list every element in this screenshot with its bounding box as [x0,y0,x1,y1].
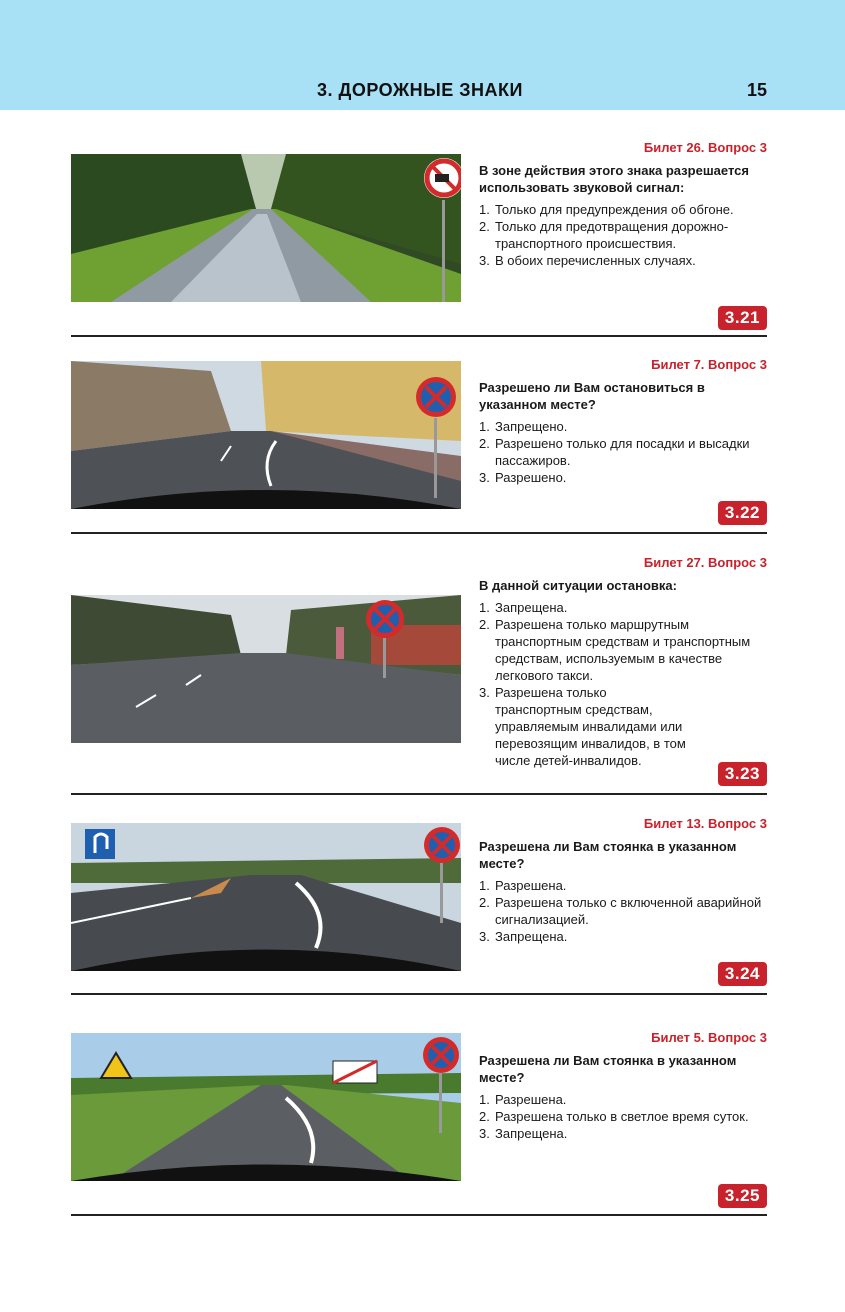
answer-item[interactable]: 2. Разрешена только в светлое время суток. [479,1109,749,1124]
answer-item[interactable]: 1. Разрешена. [479,878,567,893]
answer-item[interactable]: 3. Запрещена. [479,929,568,944]
road-scene-image [71,361,461,509]
question-text: В данной ситуации остановка: [479,578,677,593]
rule-number-badge: 3.22 [718,501,767,525]
answer-item[interactable]: 3. Разрешена только транспортным средствам, управляемым инвалидами или перевозящим инвалидов, в том числе детей-инвалидов. [479,685,686,768]
page-number: 15 [746,80,767,100]
page-header [0,0,845,110]
road-photo-highway [71,823,461,971]
answer-item[interactable]: 3. Разрешено. [479,470,567,485]
ticket-label: Билет 27. Вопрос 3 [643,555,767,570]
chapter-title: 3. ДОРОЖНЫЕ ЗНАКИ [317,80,523,100]
answer-item[interactable]: 2. Разрешена только маршрутным транспортным средствам и транспортным средствам, используемым в качестве легкового такси. [479,617,751,683]
section-divider [71,1214,767,1216]
answer-list [479,877,769,945]
ticket-label: Билет 26. Вопрос 3 [643,140,767,155]
answer-item[interactable]: 3. Запрещена. [479,1126,568,1141]
road-photo-city [71,361,461,509]
question-text-block [479,1052,769,1142]
question-card-3-22 [71,357,767,557]
question-text-block [479,379,769,486]
question-text: Разрешено ли Вам остановиться в указанном месте? [479,380,705,412]
section-divider [71,993,767,995]
answer-item[interactable]: 3. В обоих перечисленных случаях. [479,253,696,268]
question-text-block [479,162,769,269]
ticket-label: Билет 13. Вопрос 3 [643,816,767,831]
question-card-3-25 [71,1030,767,1230]
answer-list [479,201,769,269]
road-scene-image [71,1033,461,1181]
answer-item[interactable]: 1. Запрещено. [479,419,568,434]
question-card-3-24 [71,816,767,1006]
rule-number-badge: 3.21 [718,306,767,330]
road-scene-image [71,154,461,302]
answer-item[interactable]: 2. Только для предотвращения дорожно-транспортного происшествия. [479,219,729,251]
question-text-block [479,577,769,769]
question-text: В зоне действия этого знака разрешается использовать звуковой сигнал: [479,163,749,195]
rule-number-badge: 3.23 [718,762,767,786]
rule-number-badge: 3.24 [718,962,767,986]
question-card-3-23 [71,555,767,805]
rule-number-badge: 3.25 [718,1184,767,1208]
question-text: Разрешена ли Вам стоянка в указанном месте? [479,839,737,871]
section-divider [71,335,767,337]
road-scene-image [71,823,461,971]
answer-list [479,418,769,486]
answer-item[interactable]: 1. Только для предупреждения об обгоне. [479,202,734,217]
road-photo-avenue [71,595,461,743]
ticket-label: Билет 5. Вопрос 3 [651,1030,767,1045]
answer-item[interactable]: 1. Запрещена. [479,600,568,615]
question-card-3-21 [71,140,767,340]
ticket-label: Билет 7. Вопрос 3 [651,357,767,372]
section-divider [71,532,767,534]
question-text-block [479,838,769,945]
answer-item[interactable]: 2. Разрешена только с включенной аварийной сигнализацией. [479,895,762,927]
road-scene-image [71,595,461,743]
section-divider [71,793,767,795]
answer-list [479,599,769,769]
answer-item[interactable]: 2. Разрешено только для посадки и высадки пассажиров. [479,436,750,468]
road-photo-rural [71,1033,461,1181]
answer-item[interactable]: 1. Разрешена. [479,1092,567,1107]
question-text: Разрешена ли Вам стоянка в указанном месте? [479,1053,737,1085]
road-photo-forest [71,154,461,302]
answer-list [479,1091,769,1142]
